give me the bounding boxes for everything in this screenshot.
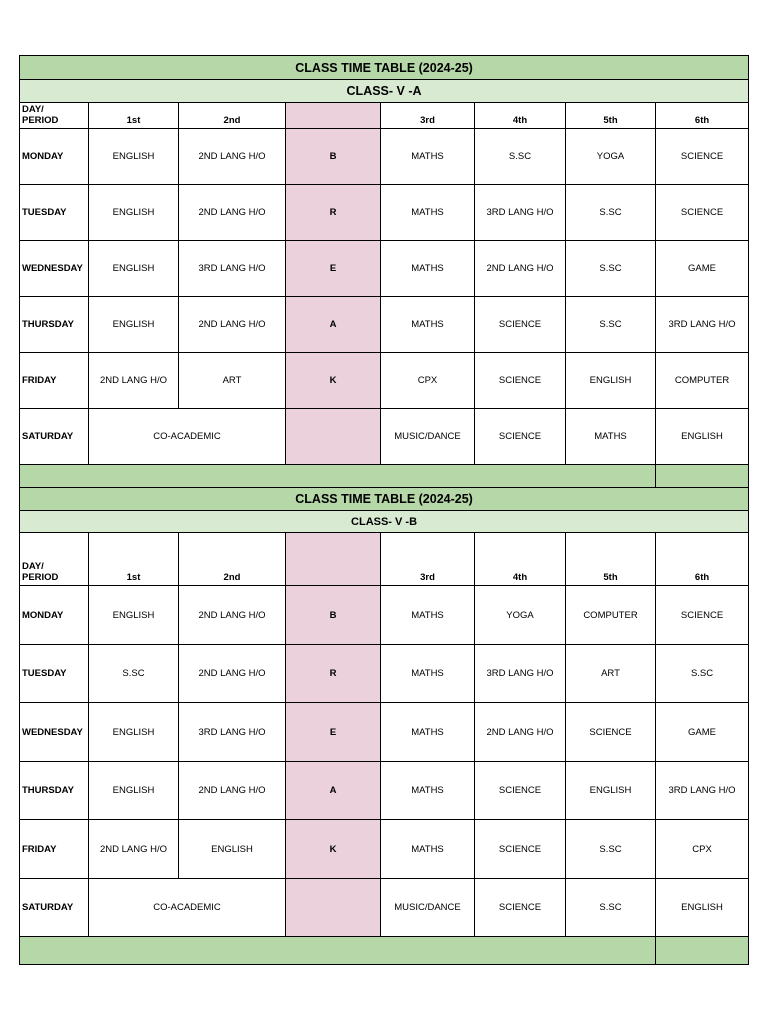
period-cell: 2ND LANG H/O (179, 645, 286, 703)
period-cell: 2ND LANG H/O (475, 241, 566, 297)
table-row-wednesday (20, 703, 749, 762)
period-cell: ENGLISH (89, 703, 179, 762)
period-cell: MATHS (566, 409, 656, 465)
break-cell: K (286, 353, 381, 409)
header-period-6: 6th (656, 103, 749, 129)
period-cell: S.SC (566, 297, 656, 353)
period-cell: 2ND LANG H/O (179, 762, 286, 820)
period-cell: MATHS (381, 586, 475, 645)
break-cell (286, 879, 381, 937)
header-period-3: 3rd (381, 533, 475, 586)
period-cell: S.SC (566, 185, 656, 241)
period-cell: CPX (381, 353, 475, 409)
period-cell: SCIENCE (656, 586, 749, 645)
period-cell: S.SC (475, 129, 566, 185)
period-cell: ART (566, 645, 656, 703)
break-cell: R (286, 645, 381, 703)
co-academic-cell: CO-ACADEMIC (89, 409, 286, 465)
period-cell: GAME (656, 703, 749, 762)
period-cell: GAME (656, 241, 749, 297)
table-row-saturday (20, 879, 749, 937)
period-cell: SCIENCE (475, 409, 566, 465)
header-period-3: 3rd (381, 103, 475, 129)
period-cell: ENGLISH (179, 820, 286, 879)
timetable-class-v-a (19, 55, 748, 488)
break-cell: K (286, 820, 381, 879)
period-cell: YOGA (566, 129, 656, 185)
period-cell: ENGLISH (89, 586, 179, 645)
table-row-tuesday (20, 185, 749, 241)
header-period-4: 4th (475, 533, 566, 586)
footer-cell (20, 465, 656, 488)
class-name: CLASS- V -A (20, 80, 749, 103)
period-cell: SCIENCE (475, 762, 566, 820)
day-cell: WEDNESDAY (20, 703, 89, 762)
period-cell: ART (179, 353, 286, 409)
break-cell: A (286, 762, 381, 820)
period-cell: MATHS (381, 703, 475, 762)
period-cell: SCIENCE (656, 129, 749, 185)
class-row (20, 80, 749, 103)
class-row (20, 511, 749, 533)
period-cell: MATHS (381, 185, 475, 241)
table-row-friday (20, 353, 749, 409)
header-period-1: 1st (89, 103, 179, 129)
day-cell: WEDNESDAY (20, 241, 89, 297)
footer-cell (20, 937, 656, 965)
day-cell: TUESDAY (20, 185, 89, 241)
table-row-saturday (20, 409, 749, 465)
period-cell: S.SC (89, 645, 179, 703)
break-cell: A (286, 297, 381, 353)
period-cell: MATHS (381, 762, 475, 820)
timetable-class-v-b (19, 487, 748, 965)
footer-cell (656, 465, 749, 488)
header-period: PERIOD (22, 572, 59, 583)
table-row-thursday (20, 297, 749, 353)
period-cell: 3RD LANG H/O (475, 185, 566, 241)
period-cell: SCIENCE (566, 703, 656, 762)
period-cell: 3RD LANG H/O (475, 645, 566, 703)
period-cell: MATHS (381, 129, 475, 185)
period-cell: SCIENCE (656, 185, 749, 241)
period-cell: SCIENCE (475, 879, 566, 937)
period-cell: YOGA (475, 586, 566, 645)
period-cell: 2ND LANG H/O (475, 703, 566, 762)
period-cell: SCIENCE (475, 297, 566, 353)
period-cell: ENGLISH (89, 762, 179, 820)
period-cell: MUSIC/DANCE (381, 409, 475, 465)
period-cell: ENGLISH (89, 129, 179, 185)
header-day: DAY/ (22, 561, 44, 572)
period-cell: 2ND LANG H/O (89, 820, 179, 879)
period-cell: 3RD LANG H/O (179, 703, 286, 762)
period-cell: ENGLISH (89, 297, 179, 353)
header-period-1: 1st (89, 533, 179, 586)
header-period-5: 5th (566, 533, 656, 586)
period-cell: ENGLISH (566, 762, 656, 820)
break-cell: B (286, 586, 381, 645)
header-day: DAY/ (22, 104, 44, 115)
period-cell: S.SC (566, 879, 656, 937)
header-day-period (20, 103, 89, 129)
header-row (20, 533, 749, 586)
header-day-period (20, 533, 89, 586)
break-cell: R (286, 185, 381, 241)
day-cell: FRIDAY (20, 353, 89, 409)
timetable-title: CLASS TIME TABLE (2024-25) (20, 488, 749, 511)
header-period-2: 2nd (179, 533, 286, 586)
class-name: CLASS- V -B (20, 511, 749, 533)
table-row-wednesday (20, 241, 749, 297)
title-row (20, 56, 749, 80)
period-cell: COMPUTER (566, 586, 656, 645)
day-cell: FRIDAY (20, 820, 89, 879)
header-break (286, 533, 381, 586)
break-cell: E (286, 703, 381, 762)
period-cell: MATHS (381, 645, 475, 703)
co-academic-cell: CO-ACADEMIC (89, 879, 286, 937)
period-cell: 3RD LANG H/O (179, 241, 286, 297)
period-cell: ENGLISH (656, 879, 749, 937)
day-cell: MONDAY (20, 129, 89, 185)
period-cell: S.SC (566, 820, 656, 879)
period-cell: S.SC (656, 645, 749, 703)
period-cell: 2ND LANG H/O (89, 353, 179, 409)
period-cell: 3RD LANG H/O (656, 762, 749, 820)
period-cell: SCIENCE (475, 820, 566, 879)
break-cell: E (286, 241, 381, 297)
period-cell: S.SC (566, 241, 656, 297)
period-cell: ENGLISH (89, 241, 179, 297)
period-cell: SCIENCE (475, 353, 566, 409)
header-period-6: 6th (656, 533, 749, 586)
day-cell: MONDAY (20, 586, 89, 645)
timetable-title: CLASS TIME TABLE (2024-25) (20, 56, 749, 80)
period-cell: MUSIC/DANCE (381, 879, 475, 937)
break-cell: B (286, 129, 381, 185)
table-row-tuesday (20, 645, 749, 703)
period-cell: MATHS (381, 297, 475, 353)
period-cell: ENGLISH (566, 353, 656, 409)
header-period-5: 5th (566, 103, 656, 129)
period-cell: CPX (656, 820, 749, 879)
period-cell: 2ND LANG H/O (179, 185, 286, 241)
period-cell: ENGLISH (656, 409, 749, 465)
period-cell: MATHS (381, 820, 475, 879)
day-cell: SATURDAY (20, 409, 89, 465)
period-cell: MATHS (381, 241, 475, 297)
table-row-monday (20, 129, 749, 185)
table-row-monday (20, 586, 749, 645)
day-cell: TUESDAY (20, 645, 89, 703)
period-cell: 3RD LANG H/O (656, 297, 749, 353)
period-cell: COMPUTER (656, 353, 749, 409)
day-cell: THURSDAY (20, 297, 89, 353)
day-cell: SATURDAY (20, 879, 89, 937)
period-cell: ENGLISH (89, 185, 179, 241)
header-break (286, 103, 381, 129)
day-cell: THURSDAY (20, 762, 89, 820)
header-period: PERIOD (22, 115, 59, 126)
footer-cell (656, 937, 749, 965)
period-cell: 2ND LANG H/O (179, 297, 286, 353)
header-period-4: 4th (475, 103, 566, 129)
header-period-2: 2nd (179, 103, 286, 129)
period-cell: 2ND LANG H/O (179, 586, 286, 645)
header-row (20, 103, 749, 129)
period-cell: 2ND LANG H/O (179, 129, 286, 185)
table-row-friday (20, 820, 749, 879)
table-row-thursday (20, 762, 749, 820)
footer-row (20, 465, 749, 488)
title-row (20, 488, 749, 511)
break-cell (286, 409, 381, 465)
footer-row (20, 937, 749, 965)
